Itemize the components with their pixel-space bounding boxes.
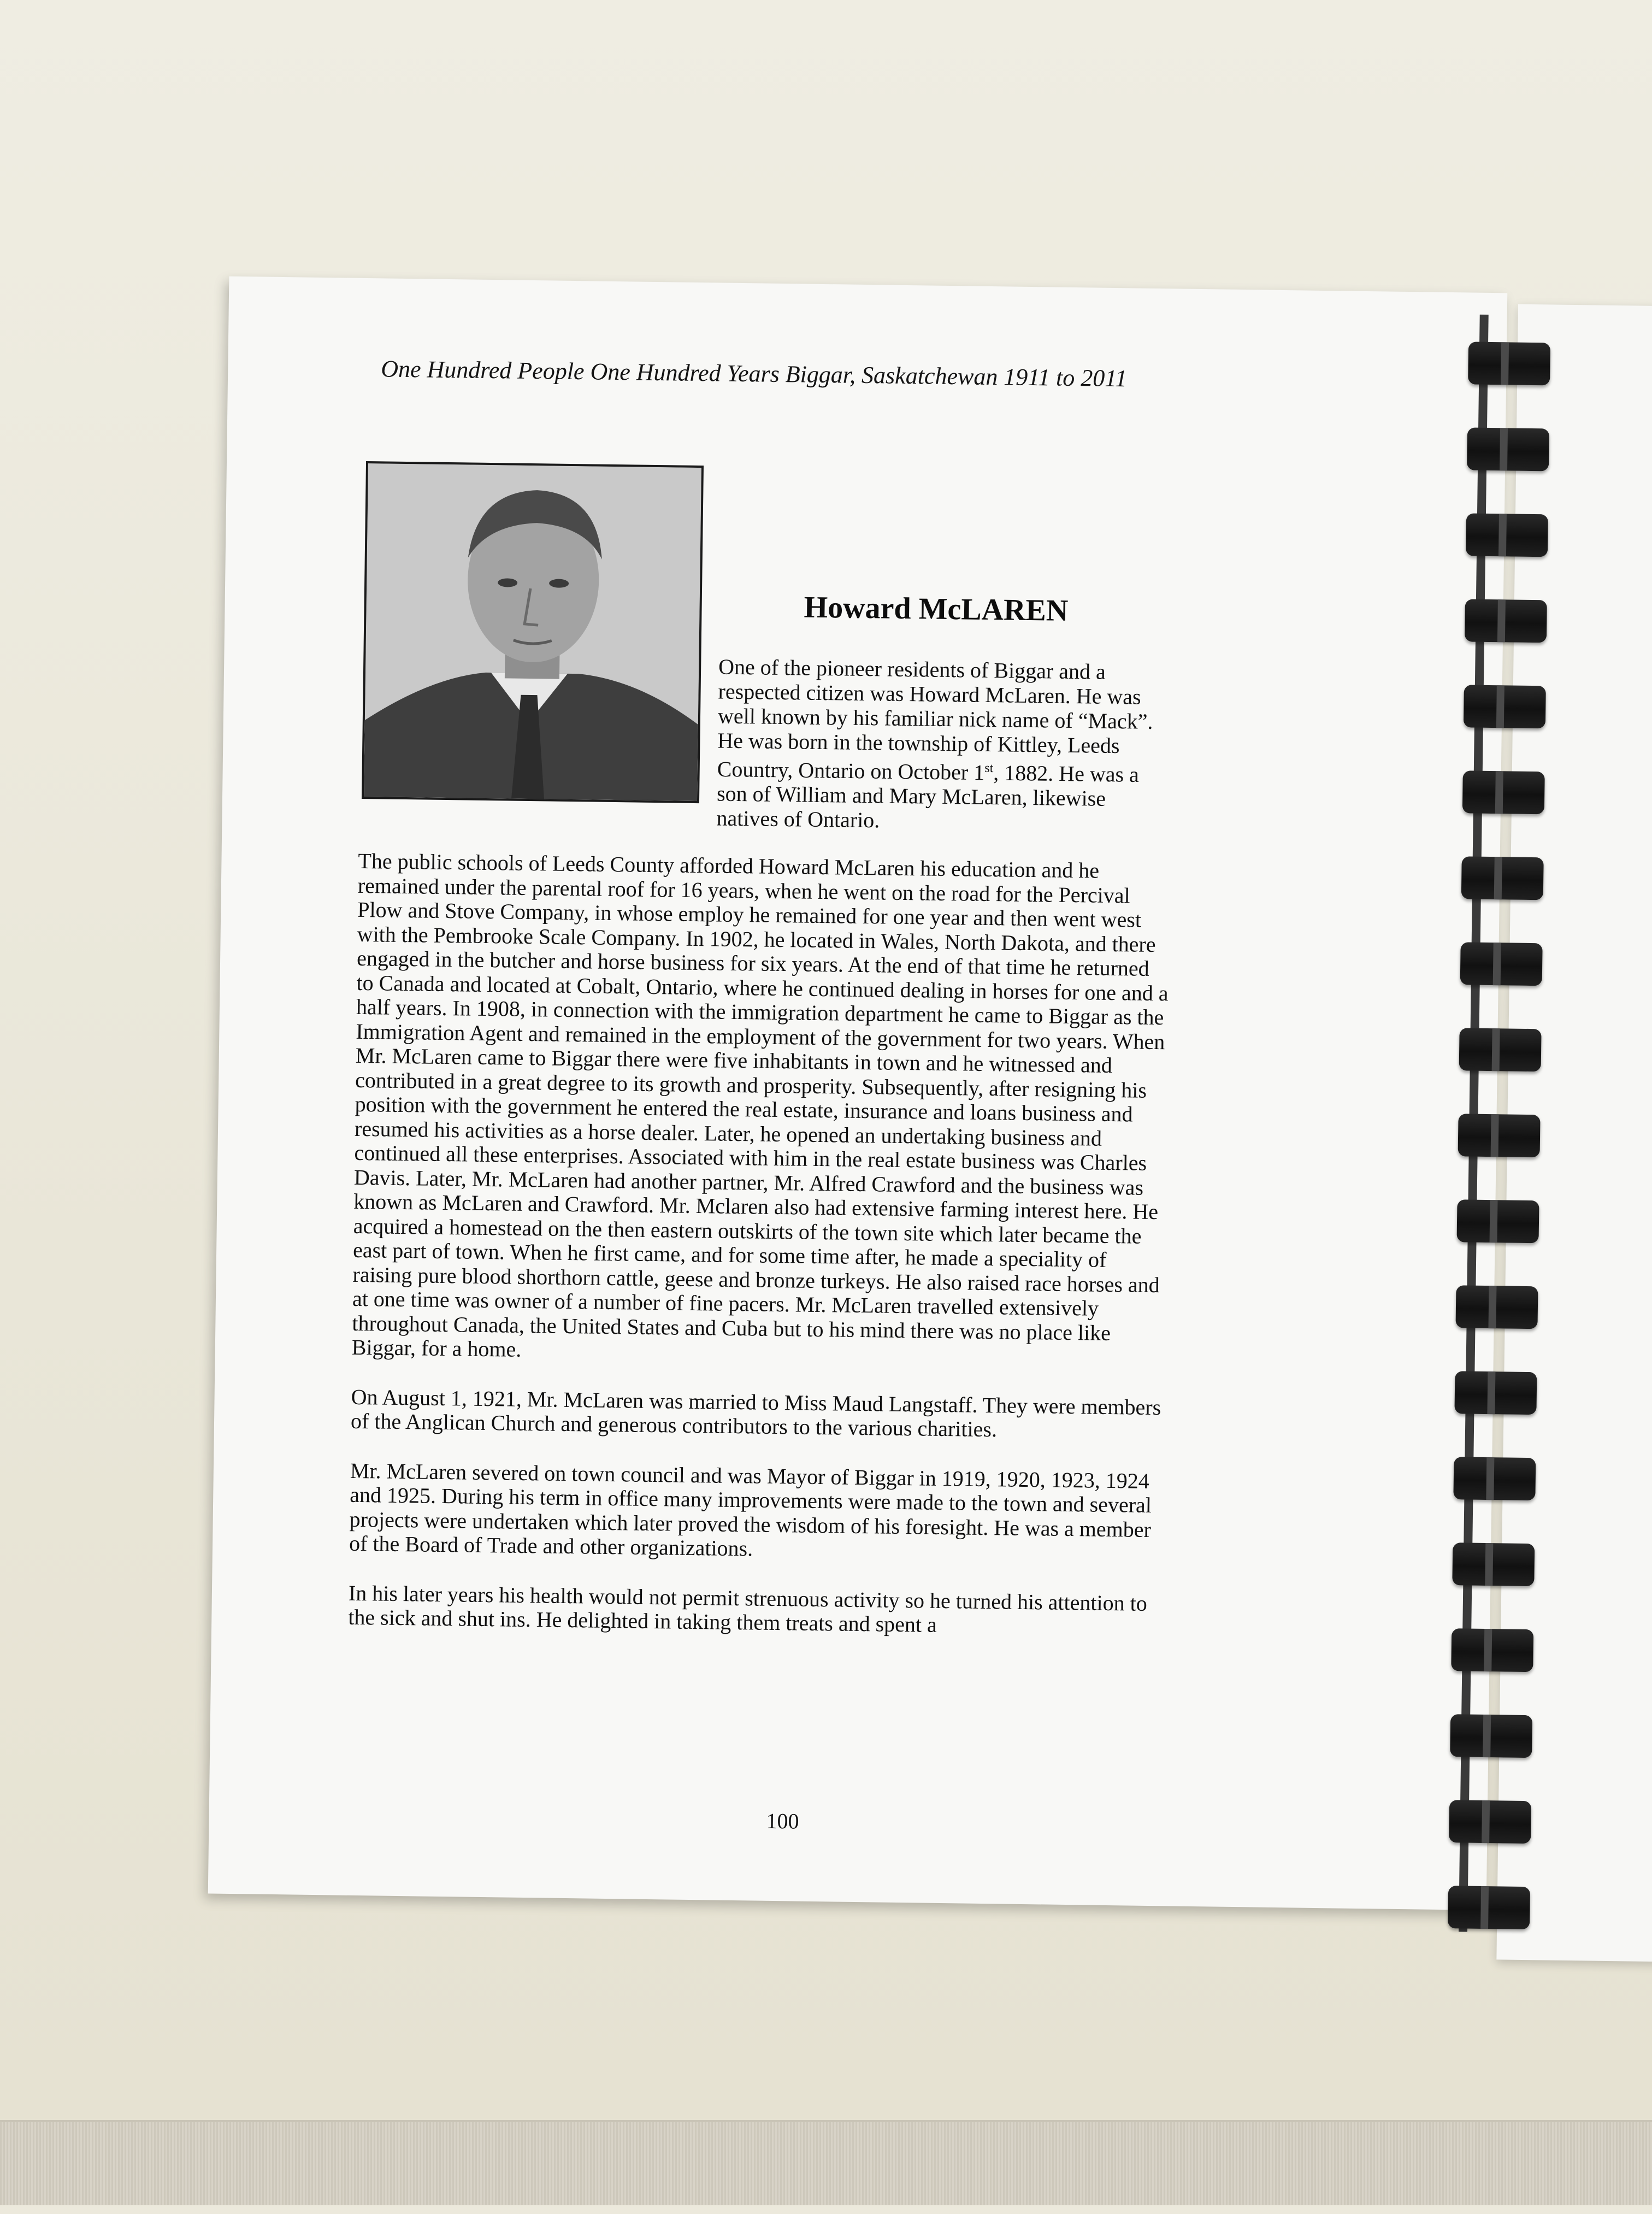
portrait-photo <box>362 461 704 803</box>
binding-coil <box>1459 1028 1542 1071</box>
binding-coil <box>1457 1199 1539 1243</box>
binding-coil <box>1454 1371 1537 1415</box>
ordinal-suffix: st <box>984 761 994 776</box>
book-page <box>208 276 1508 1910</box>
binding-coil <box>1453 1457 1536 1500</box>
binding-coil <box>1465 599 1547 643</box>
running-head: One Hundred People One Hundred Years Biggar, Saskatchewan 1911 to 2011 <box>380 355 1128 392</box>
binding-coil <box>1458 1114 1541 1157</box>
body-paragraph: Mr. McLaren severed on town council and was Mayor of Biggar in 1919, 1920, 1923, 1924 and 1925. During his term in office many improvements were made to the town and several projects were undertaken which later proved the wisdom of his foresight. He was a member of the Board of Trade and other organizations. <box>349 1458 1152 1561</box>
body-paragraph: The public schools of Leeds County afforded Howard McLaren his education and he remained under the parental roof for 16 years, when he went on the road for the Percival Plow and Stove Company, in whose employ he remained for one year and then went west with the Pembrooke Scale Company. In 1902, he located in Wales, North Dakota, and there engaged in the butcher and horse business for six years. At the end of that time he returned to Canada and located at Cobalt, Ontario, where he continued dealing in horses for one and a half years. In 1908, in connection with the immigration department he came to Biggar as the Immigration Agent and remained in the employment of the government for two years. When Mr. McLaren came to Biggar there were five inhabitants in town and he witnessed and contributed in a great degree to its growth and prosperity. Subsequently, after resigning his position with the government he entered the real estate, insurance and loans business and resumed his activities as a horse dealer. Later, he opened an undertaking business and continued all these enterprises. Associated with him in the real estate business was Charles Davis. Later, Mr. McLaren had another partner, Mr. Alfred Crawford and the business was known as McLaren and Crawford. Mr. Mclaren also had extensive farming interest here. He acquired a homestead on the then eastern outskirts of the town site which later became the east part of town. When he first came, and for some time after, he made a speciality of raising pure blood shorthorn cattle, geese and bronze turkeys. He also raised race horses and at one time was owner of a number of fine pacers. Mr. McLaren travelled extensively throughout Canada, the United States and Cuba but to his mind there was no place like Biggar, for a home. <box>351 848 1169 1362</box>
binding-coil <box>1460 942 1543 986</box>
article-title: Howard McLAREN <box>804 590 1069 628</box>
intro-text-end: , 1882. He was a son of William and Mary McLaren, likewise natives of Ontario. <box>716 760 1140 833</box>
intro-paragraph <box>716 655 1172 837</box>
binding-coil <box>1450 1714 1532 1758</box>
binding-coil <box>1461 856 1544 900</box>
binding-coil <box>1468 341 1550 385</box>
intro-text: One of the pioneer residents of Biggar and a respected citizen was Howard McLaren. He was well known by his familiar nick name of “Mack”. He was born in the township of Kittley, Leeds Country, Ontario on October 1 <box>717 654 1153 785</box>
binding-coil <box>1451 1628 1533 1672</box>
body-paragraph: In his later years his health would not permit strenuous activity so he turned his attention to the sick and shut ins. He delighted in taking them treats and spent a <box>348 1580 1148 1637</box>
binding-coil <box>1448 1886 1530 1929</box>
binding-coil <box>1449 1800 1531 1844</box>
binding-coil <box>1466 513 1548 557</box>
binding-coil <box>1452 1542 1535 1586</box>
binding-coil <box>1462 770 1545 814</box>
body-paragraph: On August 1, 1921, Mr. McLaren was married to Miss Maud Langstaff. They were members of the Anglican Church and generous contributors to the various charities. <box>350 1384 1161 1442</box>
body-text <box>347 849 1172 1665</box>
page-number: 100 <box>766 1808 799 1834</box>
binding-coil <box>1464 685 1546 728</box>
binding-coil <box>1467 427 1549 471</box>
binding-coil <box>1455 1285 1538 1329</box>
